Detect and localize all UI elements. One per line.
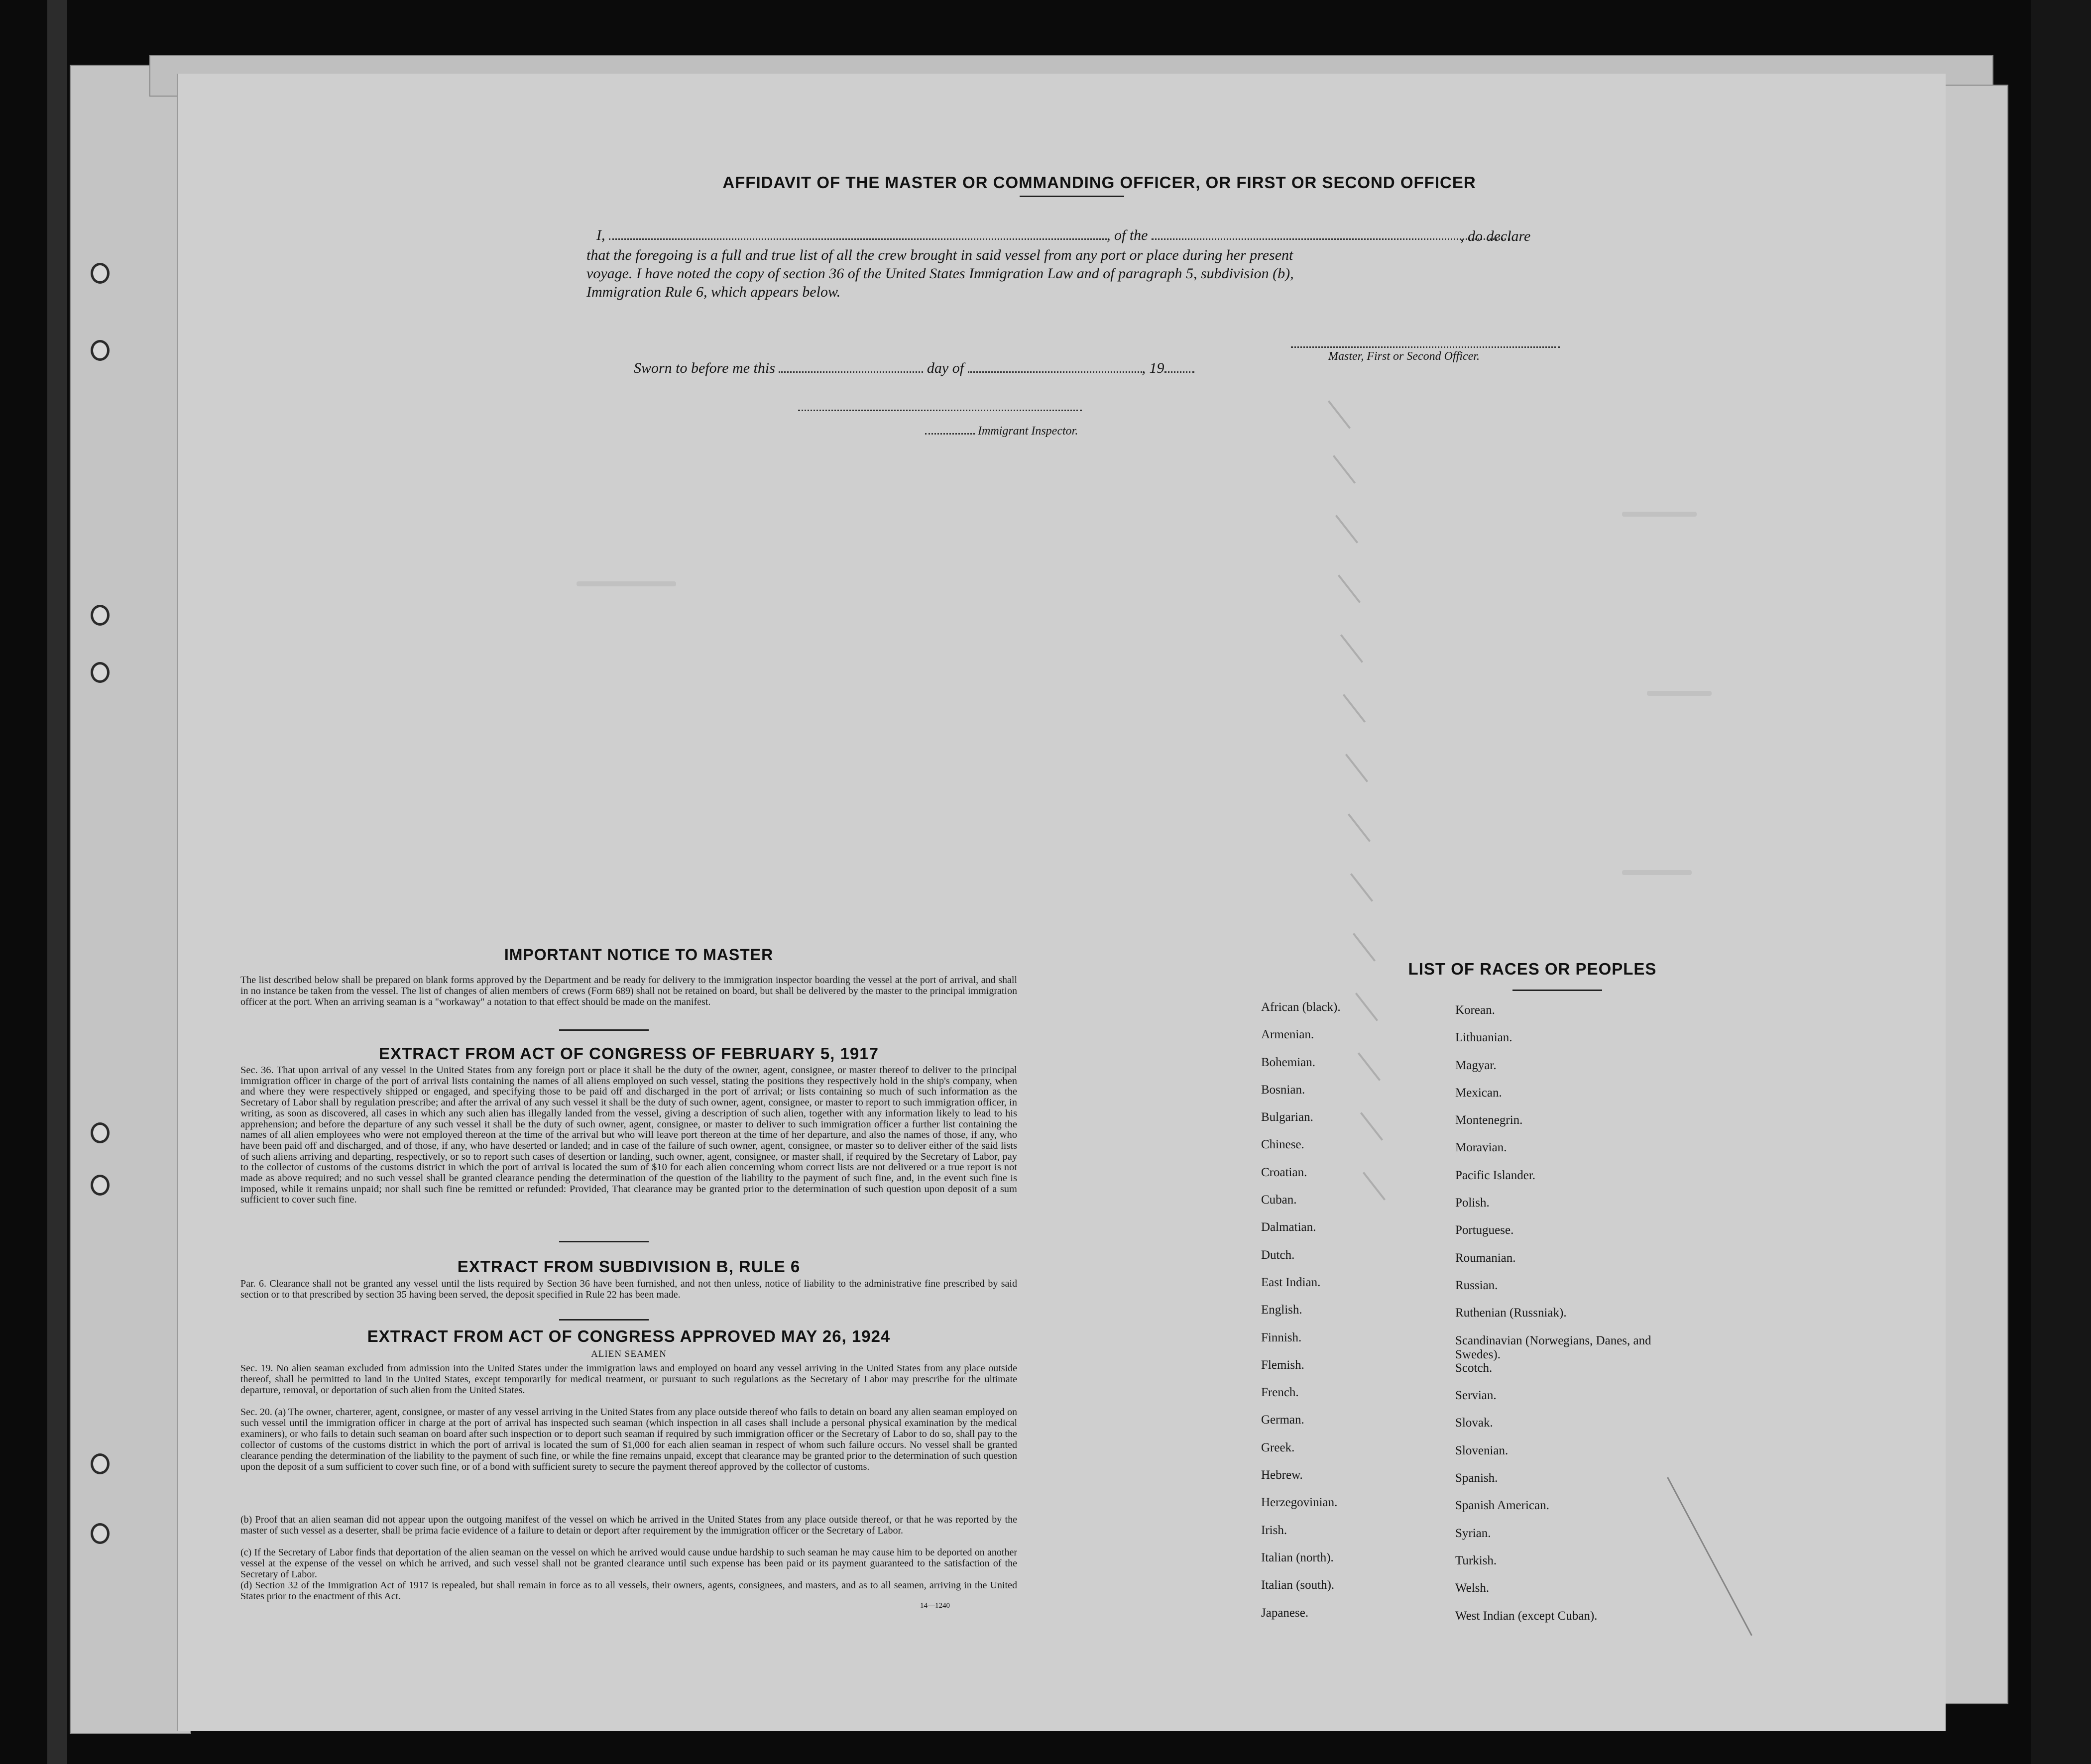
- race-item: Roumanian.: [1455, 1251, 1516, 1265]
- race-item: Magyar.: [1455, 1058, 1497, 1072]
- sworn-start: Sworn to before me this: [634, 360, 775, 376]
- race-item: Irish.: [1261, 1523, 1287, 1537]
- race-item: Russian.: [1455, 1278, 1498, 1292]
- affidavit-line-3: voyage. I have noted the copy of section 36 of the United States Immigration Law and of paragraph 5, subdivision (b),: [586, 265, 1294, 282]
- race-item: Korean.: [1455, 1003, 1495, 1017]
- bleed-through-mark: [1343, 694, 1366, 723]
- extract-1924-sec20d: (d) Section 32 of the Immigration Act of 1917 is repealed, but shall remain in force as to all vessels, their owners, agents, consignees, and masters, and as to all seamen, arriving in the United States prior to the enactment of this Act.: [240, 1580, 1017, 1602]
- bleed-through-mark: [1328, 400, 1351, 429]
- race-item: Chinese.: [1261, 1138, 1304, 1152]
- bleed-through-mark: [1338, 574, 1361, 603]
- extract-1924-subtitle: ALIEN SEAMEN: [591, 1349, 667, 1359]
- affidavit-title-rule: [1020, 196, 1124, 197]
- sworn-month-blank: [968, 371, 1142, 373]
- race-item: Ruthenian (Russniak).: [1455, 1306, 1567, 1320]
- extract-1924-sec20c: (c) If the Secretary of Labor finds that deportation of the alien seaman on the vessel on which he arrived would cause undue hardship to such seaman he may cause him to be deported on another vessel at the expense of the vessel on which he arrived, and such vessel shall not be granted clearance until such expense has been paid or its payment guaranteed to the satisfaction of the Secretary of Labor.: [240, 1547, 1017, 1580]
- race-item: Spanish American.: [1455, 1499, 1549, 1513]
- race-item: Welsh.: [1455, 1581, 1490, 1595]
- race-item: Mexican.: [1455, 1086, 1502, 1100]
- sworn-year-blank: [1164, 371, 1194, 373]
- extract-1924-title: EXTRACT FROM ACT OF CONGRESS APPROVED MAY 26, 1924: [367, 1327, 891, 1345]
- race-item: African (black).: [1261, 1000, 1341, 1014]
- race-item: Bulgarian.: [1261, 1110, 1313, 1124]
- race-item: Turkish.: [1455, 1553, 1497, 1567]
- back-page-left: [70, 65, 191, 1734]
- binder-hole: [91, 1175, 110, 1196]
- notice-body: The list described below shall be prepared on blank forms approved by the Department and be ready for delivery to the immigration inspector boarding the vessel at the port of arrival, and shall in no instance be taken from the vessel. The list of changes of alien members of crews (Form 689) shall not be retained on board, but shall be delivered by the master to the principal immigration officer at the port. When an arriving seaman is a "workaway" a notation to that effect should be made on the manifest.: [240, 975, 1017, 1007]
- affidavit-of-the: , of the: [1107, 227, 1148, 243]
- extract-1924-sec20a: Sec. 20. (a) The owner, charterer, agent, consignee, or master of any vessel arriving in the United States from any place outside thereof who fails to detain on board any alien seaman employed on such vessel until the immigration officer in charge at the port of arrival has inspected such seaman (which inspection in all cases shall include a personal physical examination by the medical examiners), or who fails to detain such seaman on board after such inspection or to deport such seaman if required by such immigration officer or the Secretary of Labor to do so, shall pay to the collector of customs of the customs district in which the port of arrival is located the sum of $1,000 for each alien seaman in respect of whom such failure occurs. No vessel shall be granted clearance pending the determination of the liability to the payment of such fine, or while the fine remains unpaid, except that clearance may be granted prior to the determination of such question upon the deposit of a sum sufficient to cover such fine, or of a bond with sufficient surety to secure the payment thereof approved by the collector of customs.: [240, 1407, 1017, 1472]
- binder-hole: [91, 605, 110, 626]
- binder-hole: [91, 340, 110, 361]
- race-item: Japanese.: [1261, 1606, 1309, 1620]
- bleed-through-mark: [1350, 873, 1373, 902]
- binder-edge-left: [47, 0, 67, 1764]
- race-item: Dalmatian.: [1261, 1220, 1316, 1234]
- master-signature-label: Master, First or Second Officer.: [1328, 350, 1480, 363]
- races-list-right: [1455, 1003, 1654, 1637]
- name-blank: [609, 238, 1107, 240]
- race-item: Syrian.: [1455, 1526, 1491, 1540]
- binder-hole: [91, 662, 110, 683]
- binder-hole: [91, 263, 110, 284]
- race-item: Hebrew.: [1261, 1468, 1303, 1482]
- extract-rule6-body: Par. 6. Clearance shall not be granted any vessel until the lists required by Section 36 have been furnished, and not then unless, notice of liability to the administrative fine prescribed by said section or to that prescribed by section 35 having been served, the deposit specified in Rule 22 has been made.: [240, 1278, 1017, 1300]
- race-item: Servian.: [1455, 1389, 1497, 1403]
- race-item: German.: [1261, 1413, 1304, 1427]
- bleed-through-mark: [1335, 515, 1358, 544]
- race-item: Dutch.: [1261, 1248, 1295, 1262]
- race-item: Cuban.: [1261, 1193, 1297, 1207]
- sworn-day-of: day of: [927, 360, 964, 376]
- notice-title: IMPORTANT NOTICE TO MASTER: [504, 946, 774, 964]
- bleed-through-mark: [1622, 512, 1697, 517]
- races-rule: [1512, 990, 1602, 991]
- affidavit-line-2: [586, 247, 1732, 264]
- race-item: Bosnian.: [1261, 1083, 1305, 1097]
- sworn-day-blank: [779, 371, 923, 373]
- race-item: Pacific Islander.: [1455, 1168, 1536, 1182]
- extract-1917-rule: [559, 1241, 649, 1242]
- binder-hole: [91, 1453, 110, 1474]
- race-item: Greek.: [1261, 1440, 1295, 1454]
- sworn-line: [634, 360, 1194, 377]
- affidavit-title: AFFIDAVIT OF THE MASTER OR COMMANDING OFFICER, OR FIRST OR SECOND OFFICER: [722, 173, 1476, 192]
- race-item: Italian (north).: [1261, 1550, 1334, 1564]
- extract-1917-body: Sec. 36. That upon arrival of any vessel in the United States from any foreign port or place it shall be the duty of the owner, agent, consignee, or master thereof to deliver to the principal immigration officer in charge of the port of arrival lists containing the names of all aliens employed on such vessel, stating the positions they respectively hold in the ship's company, when and where they were respectively shipped or engaged, and specifying those to be paid off and discharged in the port of arrival; or lists containing so much of such information as the Secretary of Labor shall by regulation prescribe; and after the arrival of any such vessel it shall be the duty of such owner, agent, consignee, or master to report to such immigration officer, in writing, as soon as discovered, all cases in which any such alien has illegally landed from the vessel, giving a description of such alien, together with any information likely to lead to his apprehension; and before the departure of any such vessel it shall be the duty of such owner, agent, consignee, or master to deliver to such immigration officer a further list containing the names of all alien employees who were not employed thereon at the time of the arrival but who will leave port thereon at the time of her departure, and also the names of those, if any, who have been paid off and discharged, and of those, if any, who have deserted or landed; and in case of the failure of such owner, agent, consignee, or master so to deliver either of the said lists of such aliens arriving and departing, respectively, or so to report such cases of desertion or landing, such owner, agent, consignee, or master shall, if required by the Secretary of Labor, pay to the collector of customs of the customs district in which the port of arrival is located the sum of $10 for each alien concerning whom correct lists are not delivered or a true report is not made as above required; and no such vessel shall be granted clearance pending the determination of the question of the liability to the payment of such fine, and, in the event such fine is imposed, while it remains unpaid; nor shall such fine be remitted or refunded: Provided, That clearance may be granted prior to the determination of such question upon deposit of a sum sufficient to cover such fine.: [240, 1065, 1017, 1206]
- race-item: Croatian.: [1261, 1165, 1307, 1179]
- race-item: Armenian.: [1261, 1028, 1314, 1042]
- race-item: Scotch.: [1455, 1361, 1493, 1375]
- bleed-through-mark: [1622, 870, 1692, 875]
- binder-edge-right: [2031, 0, 2091, 1764]
- inspector-blank: [925, 433, 975, 435]
- race-item: Finnish.: [1261, 1330, 1302, 1344]
- race-item: Herzegovinian.: [1261, 1496, 1338, 1510]
- affidavit-do-declare: , do declare: [1460, 228, 1531, 244]
- extract-1917-title: EXTRACT FROM ACT OF CONGRESS OF FEBRUARY 5, 1917: [379, 1044, 879, 1063]
- race-item: Spanish.: [1455, 1471, 1498, 1485]
- extract-rule6-title: EXTRACT FROM SUBDIVISION B, RULE 6: [457, 1257, 801, 1276]
- bleed-through-mark: [1340, 634, 1363, 663]
- race-item: Slovenian.: [1455, 1443, 1509, 1457]
- notice-rule: [559, 1029, 649, 1031]
- master-signature-line: [1291, 346, 1560, 348]
- extract-rule6-rule: [559, 1319, 649, 1321]
- race-item: East Indian.: [1261, 1275, 1321, 1289]
- bleed-through-mark: [1333, 455, 1356, 484]
- race-item: Montenegrin.: [1455, 1113, 1523, 1127]
- race-item: Scandinavian (Norwegians, Danes, and Swedes).: [1455, 1333, 1651, 1361]
- bleed-through-mark: [577, 581, 676, 586]
- vessel-blank: [1152, 238, 1510, 240]
- bleed-through-mark: [1647, 691, 1712, 696]
- races-title: LIST OF RACES OR PEOPLES: [1408, 960, 1657, 978]
- inspector-label-text: Immigrant Inspector.: [978, 425, 1078, 438]
- bleed-through-mark: [1348, 813, 1371, 842]
- race-item: West Indian (except Cuban).: [1455, 1609, 1598, 1623]
- binder-hole: [91, 1122, 110, 1143]
- affidavit-line-2-start: that the foregoing is a full and true list of all the crew brought in said vessel from any port or place during her present: [586, 247, 1293, 263]
- race-item: Portuguese.: [1455, 1223, 1514, 1237]
- sworn-year: , 19: [1142, 360, 1164, 376]
- inspector-signature-label: [925, 425, 1078, 438]
- race-item: Italian (south).: [1261, 1578, 1335, 1592]
- form-number: 14—1240: [920, 1602, 950, 1610]
- race-item: Slovak.: [1455, 1416, 1493, 1430]
- affidavit-line-4: Immigration Rule 6, which appears below.: [586, 284, 841, 300]
- race-item: English.: [1261, 1303, 1302, 1317]
- races-list-left: [1261, 1000, 1440, 1634]
- bleed-through-mark: [1345, 754, 1368, 782]
- race-item: Polish.: [1455, 1196, 1490, 1210]
- bleed-through-mark: [1353, 933, 1376, 962]
- race-item: French.: [1261, 1386, 1299, 1400]
- affidavit-i: I,: [596, 227, 605, 243]
- race-item: Lithuanian.: [1455, 1031, 1512, 1045]
- document-sheet: [177, 74, 1946, 1731]
- affidavit-line-1: [596, 227, 1510, 244]
- extract-1924-sec19: Sec. 19. No alien seaman excluded from admission into the United States under the immigration laws and employed on board any vessel arriving in the United States from any place outside thereof, shall be permitted to land in the United States, except temporarily for medical treatment, or pursuant to such regulations as the Secretary of Labor may prescribe for the ultimate departure, removal, or deportation of such alien from the United States.: [240, 1363, 1017, 1396]
- inspector-signature-line: [798, 410, 1082, 411]
- race-item: Moravian.: [1455, 1141, 1507, 1155]
- bleed-through-line: [1667, 1477, 1752, 1636]
- race-item: Bohemian.: [1261, 1055, 1316, 1069]
- extract-1924-sec20b: (b) Proof that an alien seaman did not appear upon the outgoing manifest of the vessel on which he arrived in the United States from any place outside thereof, or that he was reported by the master of such vessel as a deserter, shall be prima facie evidence of a failure to detain or deport after requirement by the immigration officer or the Secretary of Labor.: [240, 1514, 1017, 1536]
- binder-hole: [91, 1523, 110, 1544]
- race-item: Flemish.: [1261, 1358, 1304, 1372]
